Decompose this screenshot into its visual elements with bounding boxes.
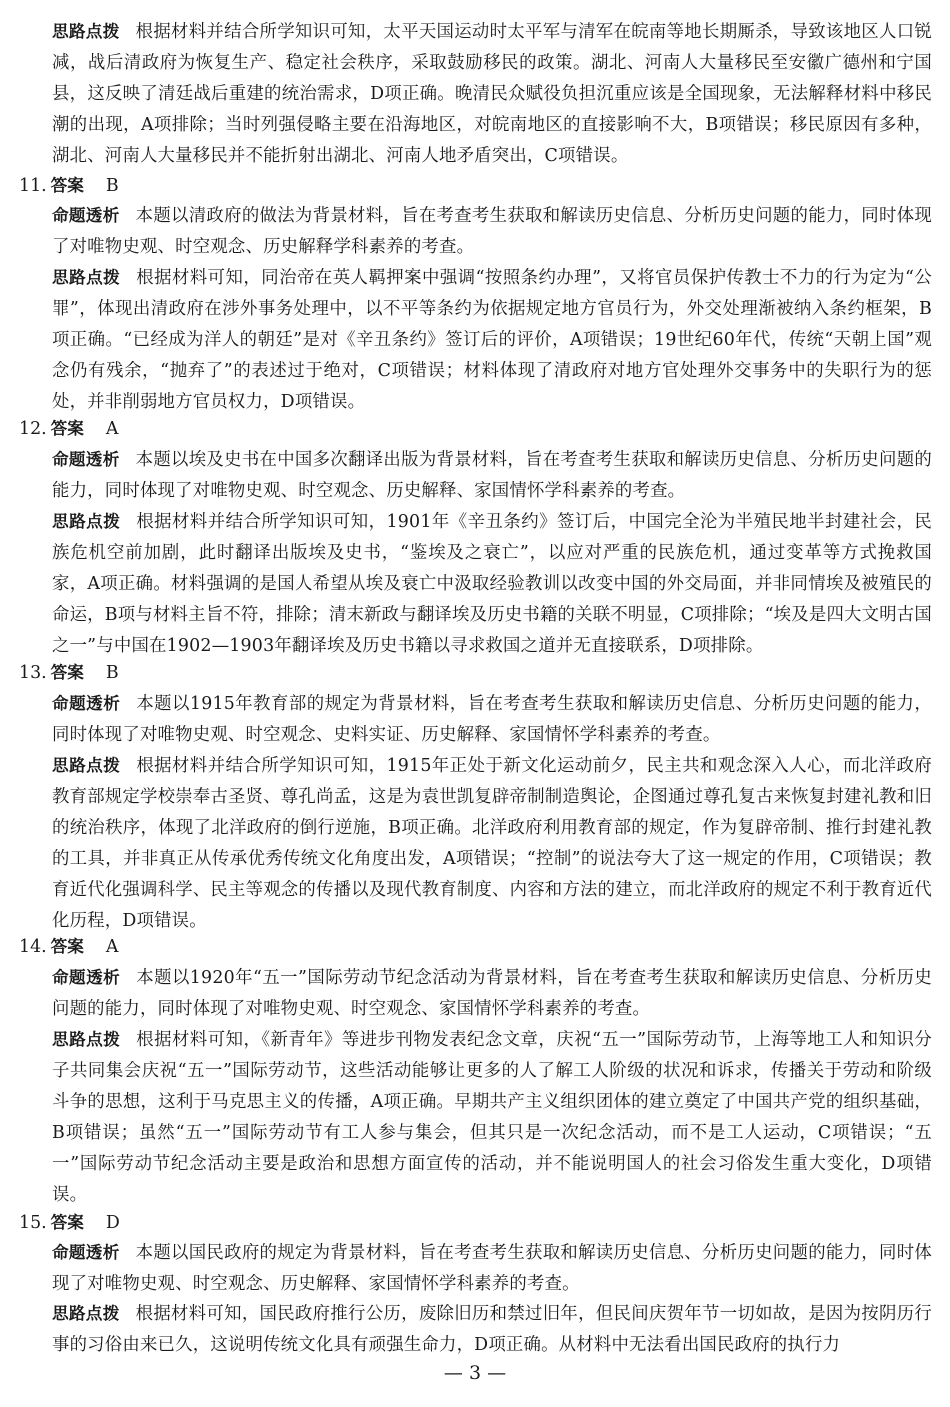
- question-header-13: [19, 657, 119, 689]
- question-header-15: [19, 1207, 120, 1239]
- analysis-paragraph-11: [52, 262, 932, 418]
- question-number: 14.: [19, 937, 47, 957]
- intent-text: 本题以1920年“五一”国际劳动节纪念活动为背景材料，旨在考查考生获取和解读历史信息、分析历史问题的能力，同时体现了对唯物史观、时空观念、家国情怀学科素养的考查。: [52, 968, 932, 1019]
- intent-text: 本题以国民政府的规定为背景材料，旨在考查考生获取和解读历史信息、分析历史问题的能力，同时体现了对唯物史观、时空观念、历史解释、家国情怀学科素养的考查。: [52, 1243, 932, 1294]
- analysis-label: 思路点拨: [52, 756, 121, 775]
- analysis-text: 根据材料可知，国民政府推行公历，废除旧历和禁过旧年，但民间庆贺年节一切如故，是因为按阴历行事的习俗由来已久，这说明传统文化具有顽强生命力，D项正确。从材料中无法看出国民政府的执行力: [52, 1304, 932, 1355]
- question-number: 15.: [19, 1213, 47, 1233]
- intent-paragraph-11: [52, 200, 932, 263]
- analysis-paragraph-q10: [52, 16, 932, 172]
- answer-label: 答案: [50, 937, 84, 956]
- intent-paragraph-15: [52, 1237, 932, 1300]
- analysis-paragraph-13: [52, 750, 932, 937]
- intent-label: 命题透析: [52, 968, 121, 987]
- analysis-text: 根据材料可知，《新青年》等进步刊物发表纪念文章，庆祝“五一”国际劳动节，上海等地工人和知识分子共同集会庆祝“五一”国际劳动节，这些活动能够让更多的人了解工人阶级的状况和诉求，传播关于劳动和阶级斗争的思想，这利于马克思主义的传播，A项正确。早期共产主义组织团体的建立奠定了中国共产党的组织基础，B项错误；虽然“五一”国际劳动节有工人参与集会，但其只是一次纪念活动，而不是工人运动，C项错误；“五一”国际劳动节纪念活动主要是政治和思想方面宣传的活动，并不能说明国人的社会习俗发生重大变化，D项错误。: [52, 1030, 932, 1205]
- intent-paragraph-12: [52, 444, 932, 507]
- answer-value: A: [105, 937, 119, 957]
- analysis-paragraph-12: [52, 506, 932, 662]
- analysis-text: 根据材料可知，同治帝在英人羁押案中强调“按照条约办理”，又将官员保护传教士不力的行为定为“公罪”，体现出清政府在涉外事务处理中，以不平等条约为依据规定地方官员行为，外交处理渐被纳入条约框架，B项正确。“已经成为洋人的朝廷”是对《辛丑条约》签订后的评价，A项错误；19世纪60年代，传统“天朝上国”观念仍有残余，“抛弃了”的表述过于绝对，C项错误；材料体现了清政府对地方官处理外交事务中的失职行为的惩处，并非削弱地方官员权力，D项错误。: [52, 268, 932, 412]
- intent-label: 命题透析: [52, 206, 120, 225]
- analysis-text: 根据材料并结合所学知识可知，1915年正处于新文化运动前夕，民主共和观念深入人心，而北洋政府教育部规定学校崇奉古圣贤、尊孔尚孟，这是为袁世凯复辟帝制制造舆论，企图通过尊孔复古来恢复封建礼教和旧的统治秩序，体现了北洋政府的倒行逆施，B项正确。北洋政府利用教育部的规定，作为复辟帝制、推行封建礼教的工具，并非真正从传承优秀传统文化角度出发，A项错误；“控制”的说法夸大了这一规定的作用，C项错误；教育近代化强调科学、民主等观念的传播以及现代教育制度、内容和方法的建立，而北洋政府的规定不利于教育近代化历程，D项错误。: [52, 756, 932, 931]
- answer-value: B: [105, 663, 119, 683]
- analysis-label: 思路点拨: [52, 1030, 121, 1049]
- intent-text: 本题以1915年教育部的规定为背景材料，旨在考查考生获取和解读历史信息、分析历史问题的能力，同时体现了对唯物史观、时空观念、史料实证、历史解释、家国情怀学科素养的考查。: [52, 694, 932, 745]
- answer-label: 答案: [50, 176, 84, 195]
- intent-label: 命题透析: [52, 694, 121, 713]
- intent-label: 命题透析: [52, 450, 120, 469]
- question-header-12: [19, 413, 118, 445]
- question-header-14: [19, 931, 118, 963]
- analysis-paragraph-14: [52, 1024, 932, 1211]
- question-number: 13.: [19, 663, 47, 683]
- analysis-text: 根据材料并结合所学知识可知，太平天国运动时太平军与清军在皖南等地长期厮杀，导致该地区人口锐减，战后清政府为恢复生产、稳定社会秩序，采取鼓励移民的政策。湖北、河南人大量移民至安徽广德州和宁国县，这反映了清廷战后重建的统治需求，D项正确。晚清民众赋役负担沉重应该是全国现象，无法解释材料中移民潮的出现，A项排除；当时列强侵略主要在沿海地区，对皖南地区的直接影响不大，B项错误；移民原因有多种，湖北、河南人大量移民并不能折射出湖北、河南人地矛盾突出，C项错误。: [52, 22, 932, 166]
- intent-text: 本题以埃及史书在中国多次翻译出版为背景材料，旨在考查考生获取和解读历史信息、分析历史问题的能力，同时体现了对唯物史观、时空观念、历史解释、家国情怀学科素养的考查。: [52, 450, 932, 501]
- question-number: 12.: [19, 419, 47, 439]
- answer-label: 答案: [50, 419, 84, 438]
- intent-paragraph-13: [52, 688, 932, 751]
- question-header-11: [19, 170, 119, 202]
- answer-value: B: [105, 176, 119, 196]
- page-number: — 3 —: [443, 1362, 507, 1384]
- analysis-text: 根据材料并结合所学知识可知，1901年《辛丑条约》签订后，中国完全沦为半殖民地半封建社会，民族危机空前加剧，此时翻译出版埃及史书，“鉴埃及之衰亡”，以应对严重的民族危机，通过变革等方式挽救国家，A项正确。材料强调的是国人希望从埃及衰亡中汲取经验教训以改变中国的外交局面，并非同情埃及被殖民的命运，B项与材料主旨不符，排除；清末新政与翻译埃及历史书籍的关联不明显，C项排除；“埃及是四大文明古国之一”与中国在1902—1903年翻译埃及历史书籍以寻求救国之道并无直接联系，D项排除。: [52, 512, 932, 656]
- analysis-paragraph-15: [52, 1298, 932, 1361]
- answer-label: 答案: [50, 1213, 84, 1232]
- intent-paragraph-14: [52, 962, 932, 1025]
- intent-text: 本题以清政府的做法为背景材料，旨在考查考生获取和解读历史信息、分析历史问题的能力，同时体现了对唯物史观、时空观念、历史解释学科素养的考查。: [52, 206, 932, 257]
- answer-value: D: [105, 1213, 120, 1233]
- analysis-label: 思路点拨: [52, 1304, 120, 1323]
- analysis-label: 思路点拨: [52, 268, 121, 287]
- answer-label: 答案: [50, 663, 84, 682]
- analysis-label: 思路点拨: [52, 512, 121, 531]
- intent-label: 命题透析: [52, 1243, 120, 1262]
- question-number: 11.: [19, 176, 47, 196]
- answer-value: A: [105, 419, 119, 439]
- analysis-label: 思路点拨: [52, 22, 120, 41]
